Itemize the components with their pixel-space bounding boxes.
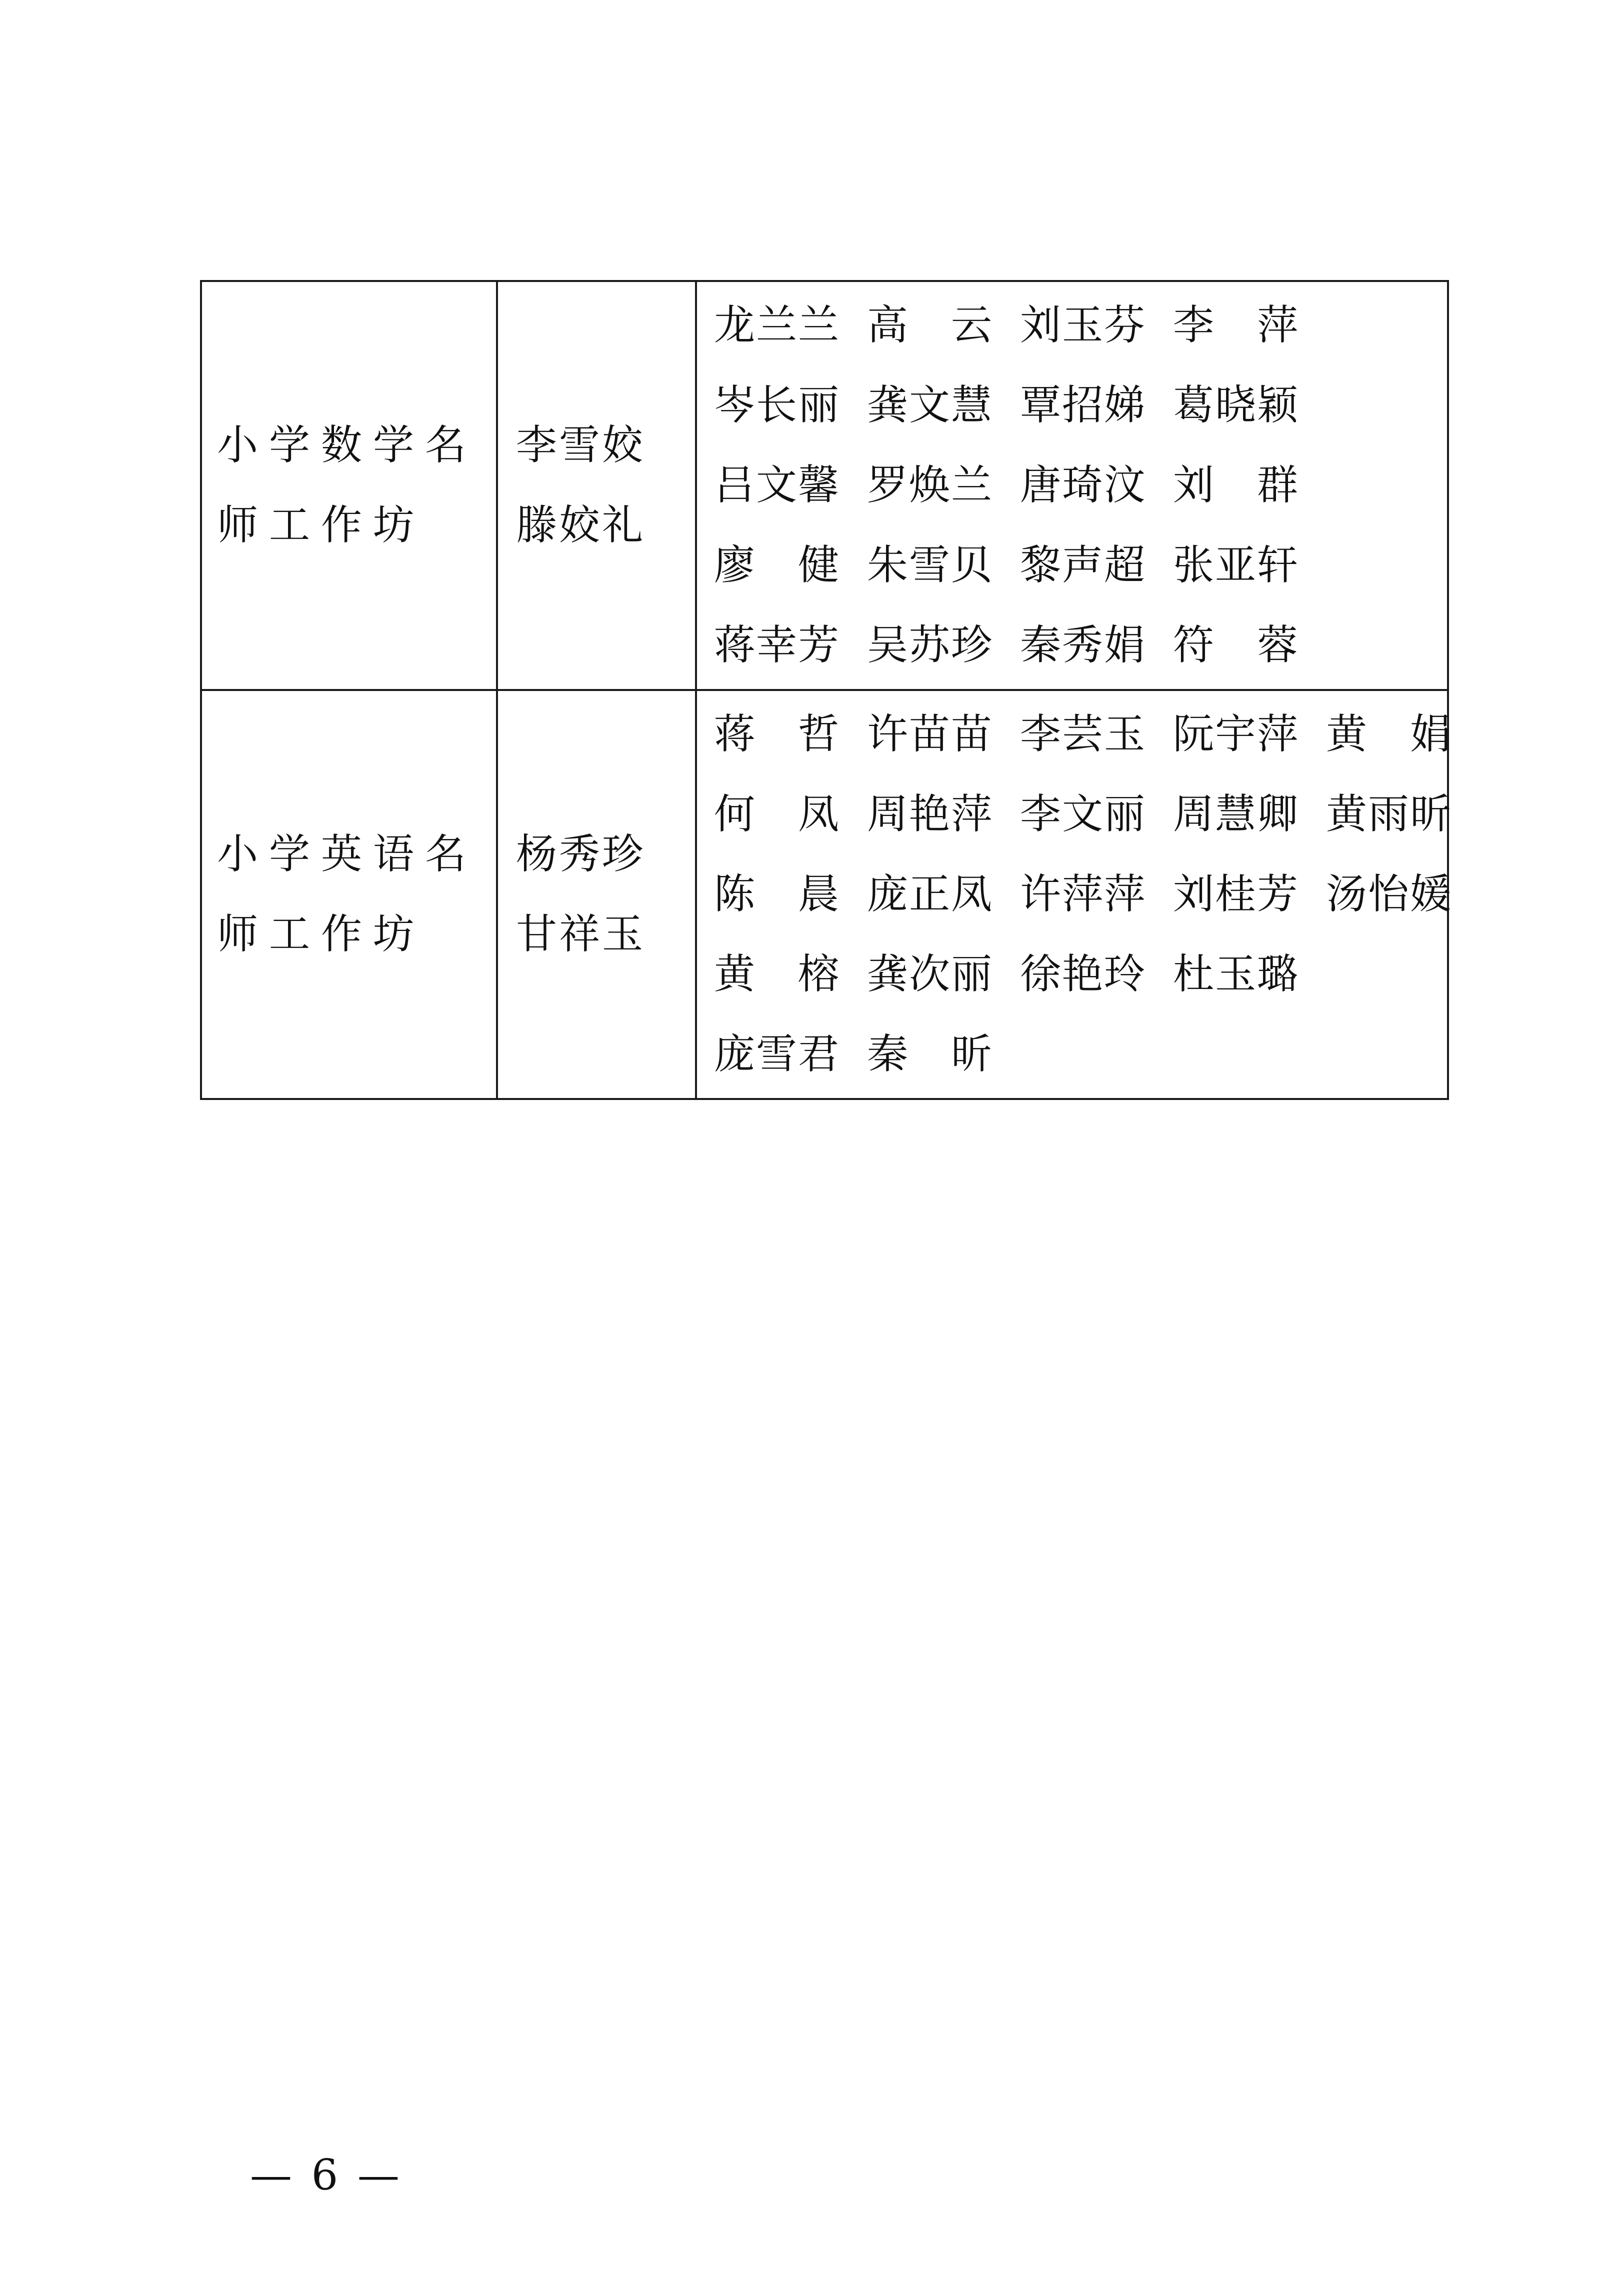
table-row [201, 281, 1448, 690]
member-name: 吕文馨 [714, 462, 840, 509]
leader-name: 滕姣礼 [516, 502, 646, 549]
member-name: 黄雨昕 [1326, 790, 1452, 838]
leader-name: 李雪姣 [516, 422, 646, 469]
member-name: 张亚轩 [1173, 542, 1300, 589]
member-name: 何 凤 [714, 790, 840, 838]
workshop-name-cell [201, 690, 497, 1099]
workshop-name-line: 师工作坊 [217, 910, 426, 958]
member-name: 黄 榕 [714, 950, 840, 998]
member-name: 覃招娣 [1020, 382, 1146, 429]
member-name: 黎声超 [1020, 542, 1146, 589]
member-name: 蒋 哲 [714, 710, 840, 758]
member-name: 刘 群 [1173, 462, 1300, 509]
members-cell [696, 281, 1448, 690]
member-line [714, 854, 1452, 934]
member-name: 徐艳玲 [1020, 950, 1146, 998]
member-name: 李文丽 [1020, 790, 1146, 838]
member-name: 周艳萍 [867, 790, 994, 838]
leader-cell [497, 281, 696, 690]
member-line [714, 446, 1447, 526]
roster-table [200, 280, 1452, 1100]
member-name: 黄 娟 [1326, 710, 1452, 758]
member-name: 蒋幸芳 [714, 622, 840, 669]
member-name: 罗焕兰 [867, 462, 994, 509]
member-name: 高 云 [867, 302, 994, 349]
member-name: 唐琦汶 [1020, 462, 1146, 509]
page-number: — 6 — [250, 2150, 402, 2200]
members-cell [696, 690, 1452, 1099]
member-name: 刘桂芳 [1173, 870, 1300, 918]
member-line [714, 694, 1452, 774]
member-name: 葛晓颖 [1173, 382, 1300, 429]
member-name: 符 蓉 [1173, 622, 1300, 669]
member-line [714, 934, 1447, 1014]
member-name: 庞雪君 [714, 1030, 840, 1078]
member-line [714, 366, 1447, 446]
member-line [714, 526, 1447, 606]
workshop-name-line: 师工作坊 [217, 502, 426, 549]
workshop-name-line: 小学英语名 [217, 830, 478, 878]
member-name: 龙兰兰 [714, 302, 840, 349]
member-line [714, 286, 1447, 366]
leader-name: 甘祥玉 [516, 910, 646, 958]
member-name: 周慧卿 [1173, 790, 1300, 838]
member-name: 朱雪贝 [867, 542, 994, 589]
leader-name: 杨秀珍 [516, 830, 646, 878]
member-name: 龚文慧 [867, 382, 994, 429]
member-name: 汤怡媛 [1326, 870, 1452, 918]
member-name: 陈 晨 [714, 870, 840, 918]
member-name: 岑长丽 [714, 382, 840, 429]
member-line [714, 606, 1447, 686]
workshop-name-line: 小学数学名 [217, 422, 478, 469]
member-name: 杜玉璐 [1173, 950, 1300, 998]
member-name: 许萍萍 [1020, 870, 1146, 918]
member-name: 阮宇萍 [1173, 710, 1300, 758]
member-name: 龚次丽 [867, 950, 994, 998]
member-line [714, 774, 1452, 854]
member-name: 廖 健 [714, 542, 840, 589]
member-name: 李 萍 [1173, 302, 1300, 349]
member-name: 秦秀娟 [1020, 622, 1146, 669]
table-row [201, 690, 1448, 1099]
member-name: 庞正凤 [867, 870, 994, 918]
member-name: 李芸玉 [1020, 710, 1146, 758]
member-name: 刘玉芬 [1020, 302, 1146, 349]
leader-cell [497, 690, 696, 1099]
member-name: 秦 昕 [867, 1030, 994, 1078]
workshop-name-cell [201, 281, 497, 690]
member-name: 吴苏珍 [867, 622, 994, 669]
member-line [714, 1014, 1447, 1094]
member-name: 许苗苗 [867, 710, 994, 758]
